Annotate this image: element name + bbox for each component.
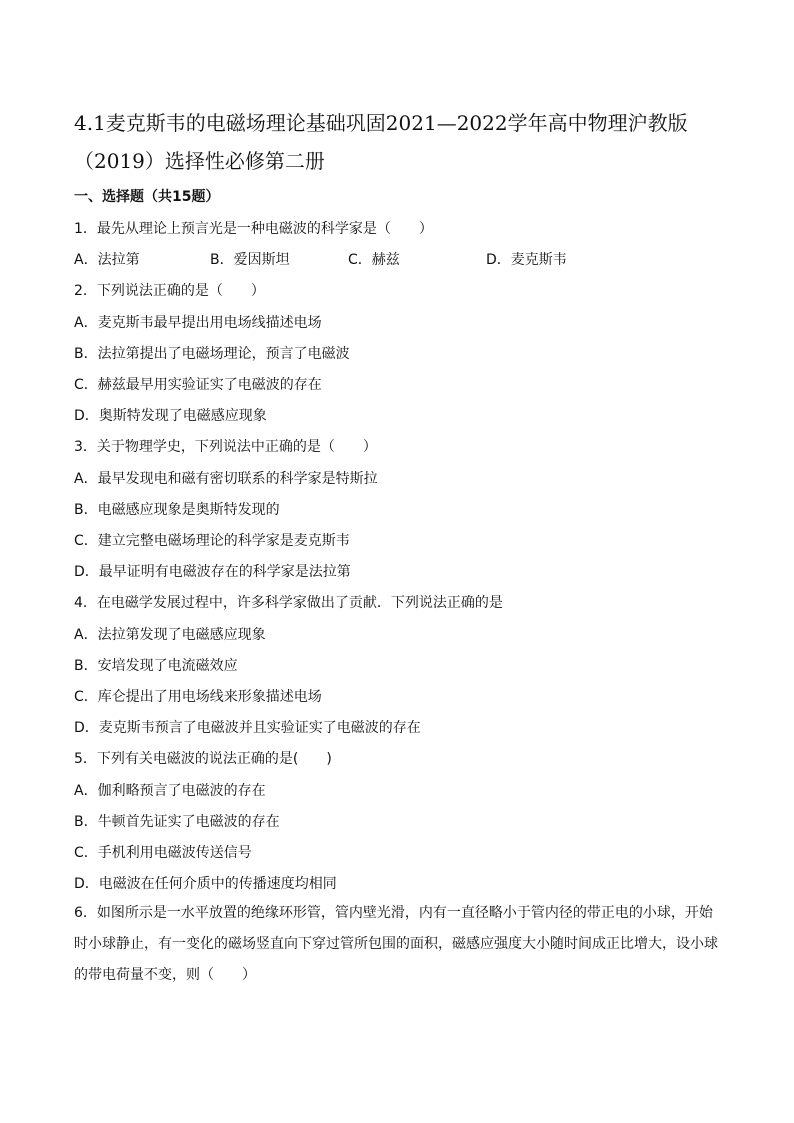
question-2-option-d: D．奥斯特发现了电磁感应现象	[74, 408, 267, 424]
question-4-option-d: D．麦克斯韦预言了电磁波并且实验证实了电磁波的存在	[74, 720, 421, 736]
document-title: 4.1麦克斯韦的电磁场理论基础巩固2021—2022学年高中物理沪教版（2019）选择性必修第二册	[74, 111, 688, 173]
question-5-option-b: B．牛顿首先证实了电磁波的存在	[74, 814, 280, 830]
question-4-option-c: C．库仑提出了用电场线来形象描述电场	[74, 689, 322, 705]
question-3-option-d: D．最早证明有电磁波存在的科学家是法拉第	[74, 564, 351, 580]
question-3-option-a: A．最早发现电和磁有密切联系的科学家是特斯拉	[74, 471, 378, 487]
question-2-stem: 2．下列说法正确的是（ ）	[74, 283, 265, 299]
question-3-option-c: C．建立完整电磁场理论的科学家是麦克斯韦	[74, 533, 350, 549]
question-3-stem: 3．关于物理学史，下列说法中正确的是（ ）	[74, 439, 377, 455]
question-4-stem: 4．在电磁学发展过程中，许多科学家做出了贡献．下列说法正确的是	[74, 595, 503, 611]
question-2-option-a: A．麦克斯韦最早提出用电场线描述电场	[74, 315, 322, 331]
question-2-option-b: B．法拉第提出了电磁场理论，预言了电磁波	[74, 346, 350, 362]
question-3-option-b: B．电磁感应现象是奥斯特发现的	[74, 502, 280, 518]
section-heading: 一、选择题（共15题）	[74, 189, 220, 205]
question-1-option-a: A．法拉第	[74, 252, 140, 268]
question-5-option-c: C．手机利用电磁波传送信号	[74, 845, 252, 861]
question-1-options	[74, 249, 734, 269]
question-1-option-d: D．麦克斯韦	[486, 252, 567, 268]
question-5-option-a: A．伽利略预言了电磁波的存在	[74, 783, 266, 799]
question-5-stem: 5．下列有关电磁波的说法正确的是( )	[74, 751, 332, 767]
question-2-option-c: C．赫兹最早用实验证实了电磁波的存在	[74, 377, 322, 393]
question-4-option-a: A．法拉第发现了电磁感应现象	[74, 627, 266, 643]
question-1-option-c: C．赫兹	[348, 252, 400, 268]
question-4-option-b: B．安培发现了电流磁效应	[74, 658, 238, 674]
question-1-option-b: B．爱因斯坦	[210, 252, 290, 268]
question-1-stem: 1．最先从理论上预言光是一种电磁波的科学家是（ ）	[74, 221, 433, 237]
question-5-option-d: D．电磁波在任何介质中的传播速度均相同	[74, 876, 337, 892]
question-6-stem: 6．如图所示是一水平放置的绝缘环形管，管内壁光滑，内有一直径略小于管内径的带正电的小球，开始时小球静止，有一变化的磁场竖直向下穿过管所包围的面积，磁感应强度大小随时间成正比增大，设小球的带电荷量不变，则（ ）	[74, 905, 718, 983]
